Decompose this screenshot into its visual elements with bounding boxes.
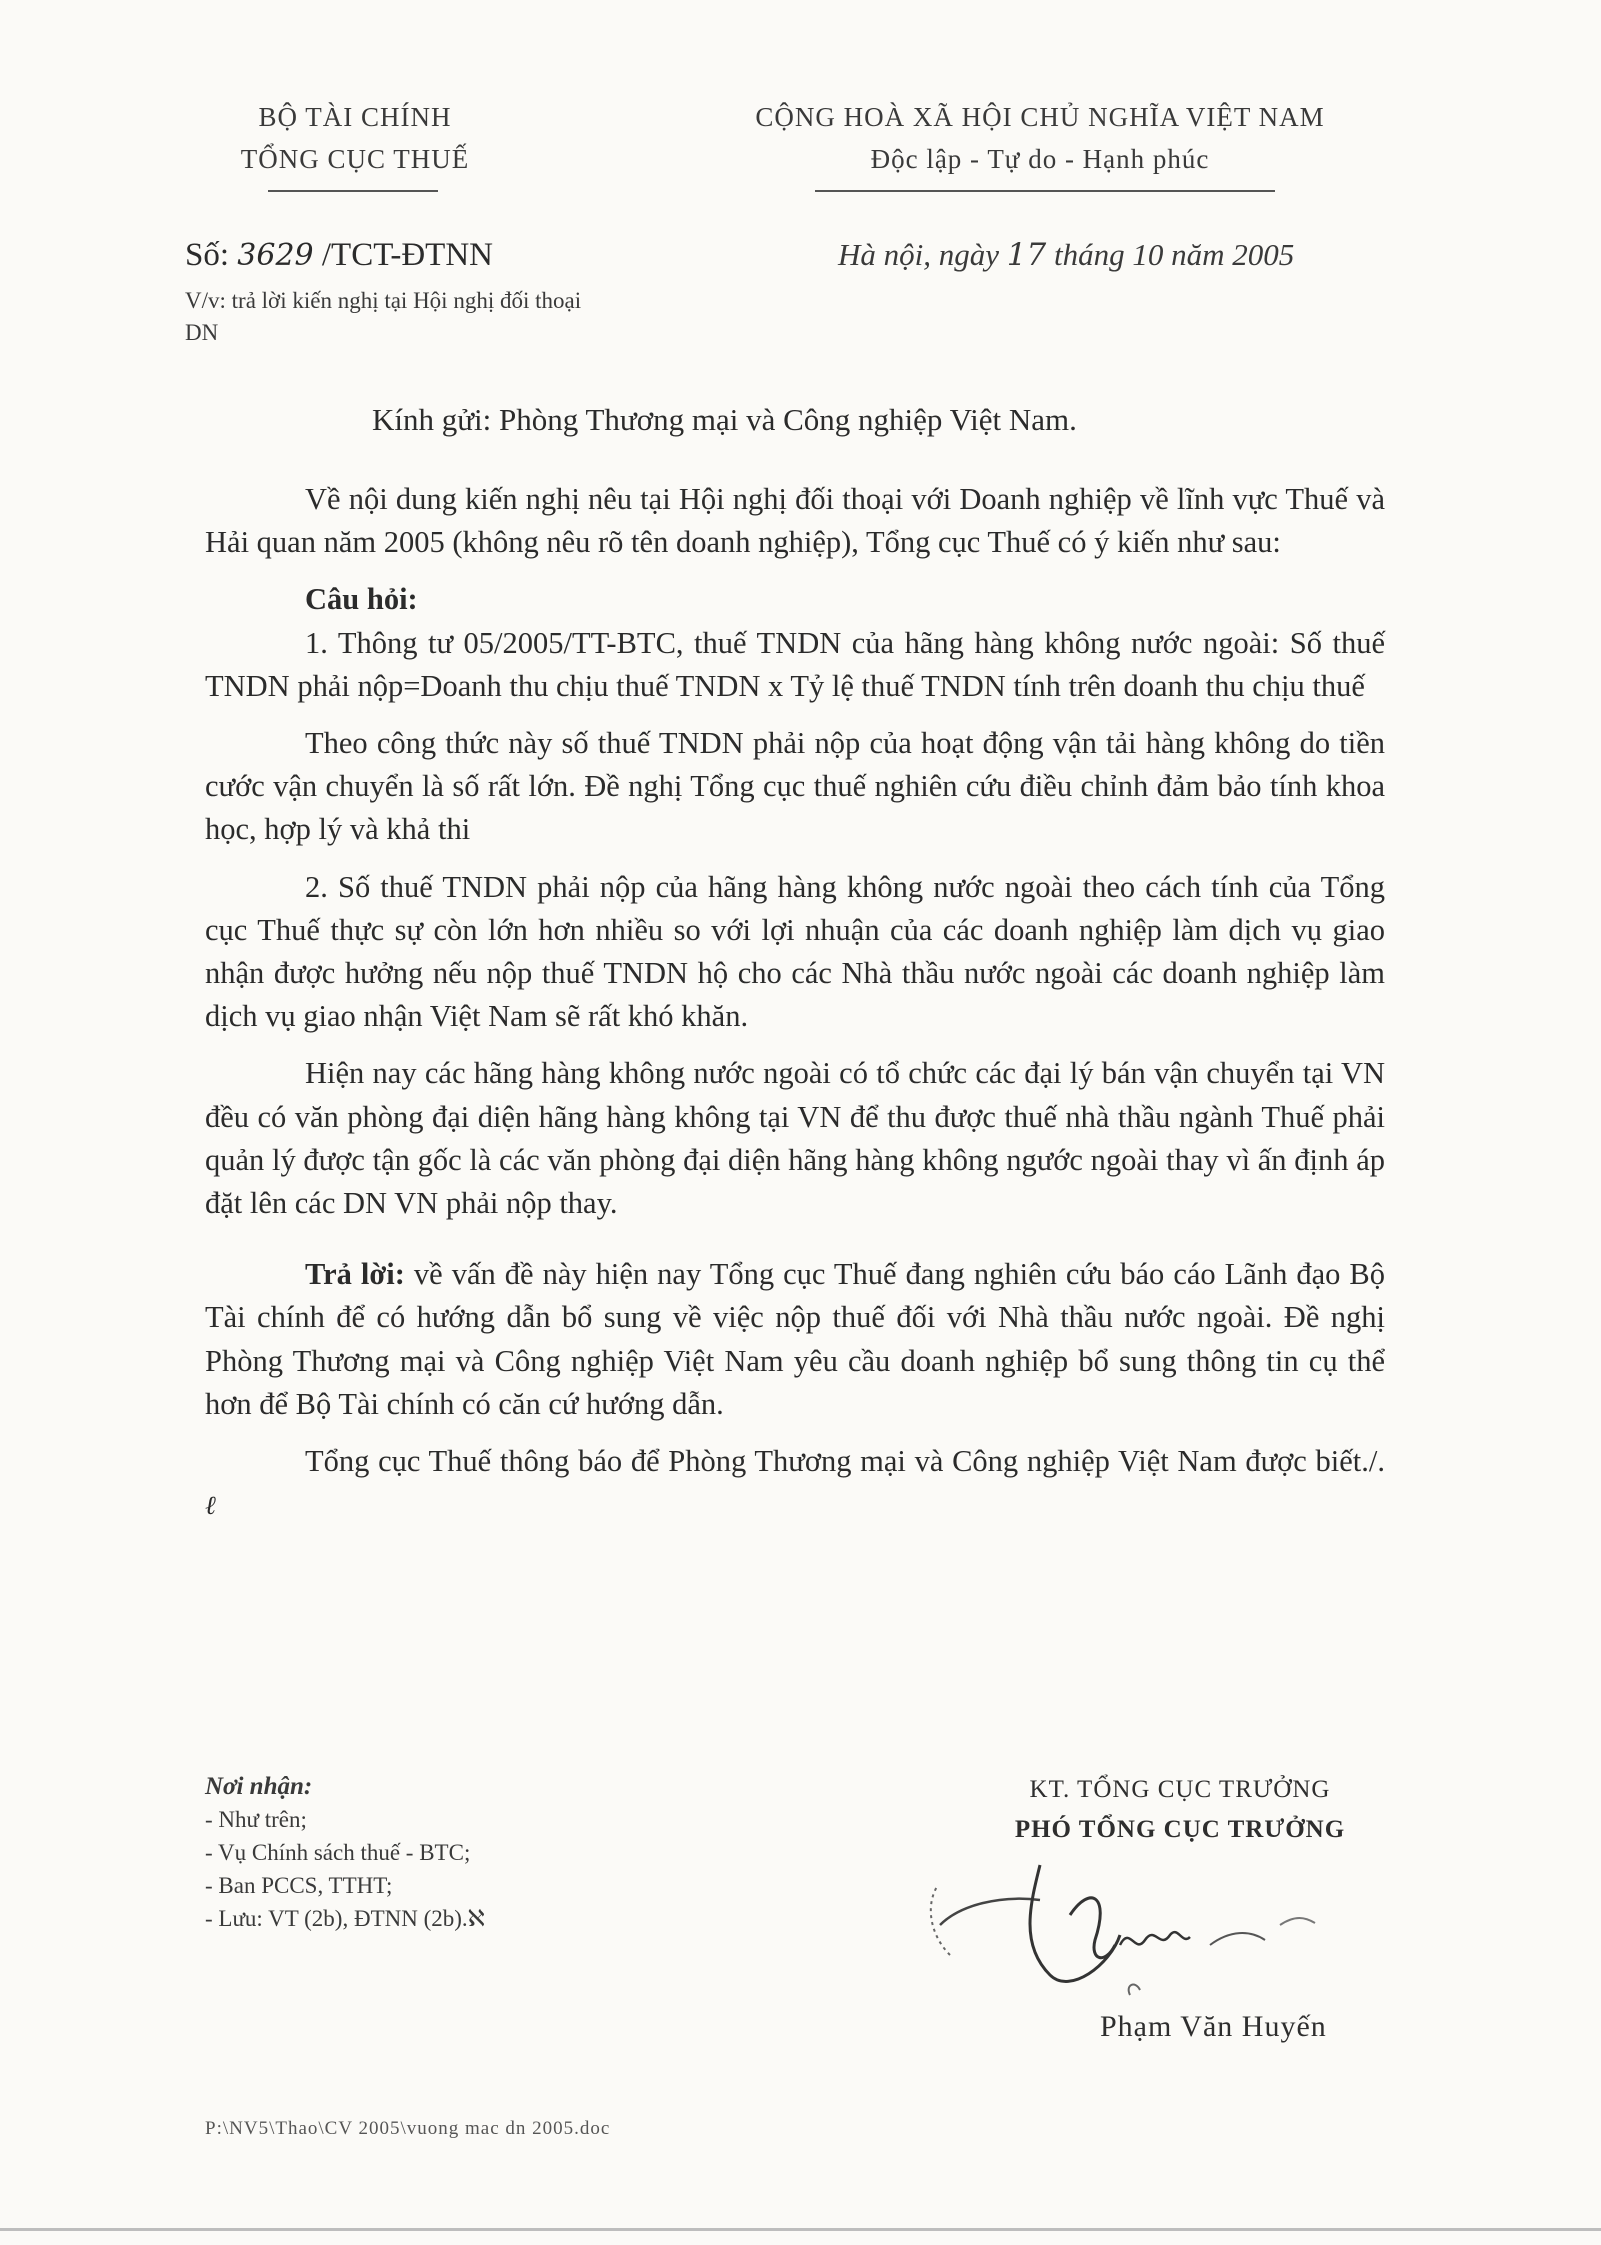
signature-title-2: PHÓ TỔNG CỤC TRƯỞNG (1014, 1816, 1346, 1843)
subject-line: V/v: trả lời kiến nghị tại Hội nghị đối thoại DN (185, 288, 582, 345)
department-name: TỔNG CỤC THUẾ (240, 144, 470, 174)
recipients-title: Nơi nhận: (205, 1773, 313, 1800)
recipient-item: - Như trên; (205, 1807, 307, 1832)
signature-title-1: KT. TỔNG CỤC TRƯỞNG (1029, 1776, 1331, 1803)
date-month-year: tháng 10 năm 2005 (1053, 237, 1295, 272)
question-1: 1. Thông tư 05/2005/TT-BTC, thuế TNDN của hãng hàng không nước ngoài: Số thuế TNDN phải nộp=Doanh thu chịu thuế TNDN x Tỷ lệ thuế TNDN tính trên doanh thu chịu thuế (205, 625, 1385, 703)
signature-block (930, 1770, 1430, 1850)
doc-number-code: /TCT-ĐTNN (321, 237, 493, 273)
question-1-detail: Theo công thức này số thuế TNDN phải nộp của hoạt động vận tải hàng không do tiền cước vận chuyển là số rất lớn. Đề nghị Tổng cục thuế nghiên cứu điều chỉnh đảm bảo tính khoa học, hợp lý và khả thi (205, 726, 1385, 847)
handwritten-signature (920, 1845, 1420, 2015)
closing-paragraph (205, 1440, 1385, 1528)
question-heading: Câu hỏi: (305, 582, 418, 617)
answer-label: Trả lời: (305, 1257, 405, 1292)
answer-text: về vấn đề này hiện nay Tổng cục Thuế đang nghiên cứu báo cáo Lãnh đạo Bộ Tài chính để có hướng dẫn bổ sung về việc nộp thuế đối với Nhà thầu nước ngoài. Đề nghị Phòng Thương mại và Công nghiệp Việt Nam yêu cầu doanh nghiệp bổ sung thông tin cụ thể hơn để Bộ Tài chính có căn cứ hướng dẫn. (205, 1257, 1386, 1421)
date-prefix: Hà nội, ngày (838, 237, 1000, 272)
doc-number-prefix: Số: (185, 237, 230, 273)
greeting: Kính gửi: Phòng Thương mại và Công nghiệp Việt Nam. (372, 402, 1077, 437)
intro-paragraph: Về nội dung kiến nghị nêu tại Hội nghị đối thoại với Doanh nghiệp về lĩnh vực Thuế và Hải quan năm 2005 (không nêu rõ tên doanh nghiệp), Tổng cục Thuế có ý kiến như sau: (205, 482, 1385, 560)
doc-number-handwritten: 3629 (237, 238, 314, 273)
national-motto: Độc lập - Tự do - Hạnh phúc (870, 144, 1210, 174)
issuer-block (170, 96, 540, 180)
recipient-item: - Ban PCCS, TTHT; (205, 1873, 393, 1898)
national-header (660, 96, 1420, 180)
closing-text: Tổng cục Thuế thông báo để Phòng Thương mại và Công nghiệp Việt Nam được biết./. (305, 1444, 1385, 1479)
signer-name: Phạm Văn Huyến (1100, 2010, 1327, 2043)
closing-initial-mark: ℓ (205, 1491, 216, 1522)
recipients-block (205, 1770, 705, 1935)
motto-underline (815, 190, 1275, 192)
issuer-underline (268, 190, 438, 192)
document-date (838, 237, 1294, 273)
document-number (185, 237, 493, 274)
date-day-handwritten: 17 (1006, 237, 1047, 273)
ministry-name: BỘ TÀI CHÍNH (258, 102, 452, 132)
answer-paragraph (205, 1253, 1385, 1426)
letter-body (205, 478, 1385, 1528)
question-2-detail: Hiện nay các hãng hàng không nước ngoài có tổ chức các đại lý bán vận chuyển tại VN đều có văn phòng đại diện hãng hàng không tại VN để thu được thuế nhà thầu ngành Thuế phải quản lý được tận gốc là các văn phòng đại diện hãng hàng không ngước ngoài thay vì ấn định áp đặt lên các DN VN phải nộp thay. (205, 1056, 1385, 1221)
national-title: CỘNG HOÀ XÃ HỘI CHỦ NGHĨA VIỆT NAM (755, 102, 1325, 132)
bottom-edge-line (0, 2228, 1601, 2231)
question-2: 2. Số thuế TNDN phải nộp của hãng hàng không nước ngoài theo cách tính của Tổng cục Thuế thực sự còn lớn hơn nhiều so với lợi nhuận của các doanh nghiệp làm dịch vụ giao nhận được hưởng nếu nộp thuế TNDN hộ cho các Nhà thầu nước ngoài các doanh nghiệp làm dịch vụ giao nhận Việt Nam sẽ rất khó khăn. (205, 869, 1385, 1034)
file-path-footer: P:\NV5\Thao\CV 2005\vuong mac dn 2005.doc (205, 2118, 611, 2139)
recipient-item: - Lưu: VT (2b), ĐTNN (2b).ℵ (205, 1906, 485, 1931)
recipient-item: - Vụ Chính sách thuế - BTC; (205, 1840, 471, 1865)
